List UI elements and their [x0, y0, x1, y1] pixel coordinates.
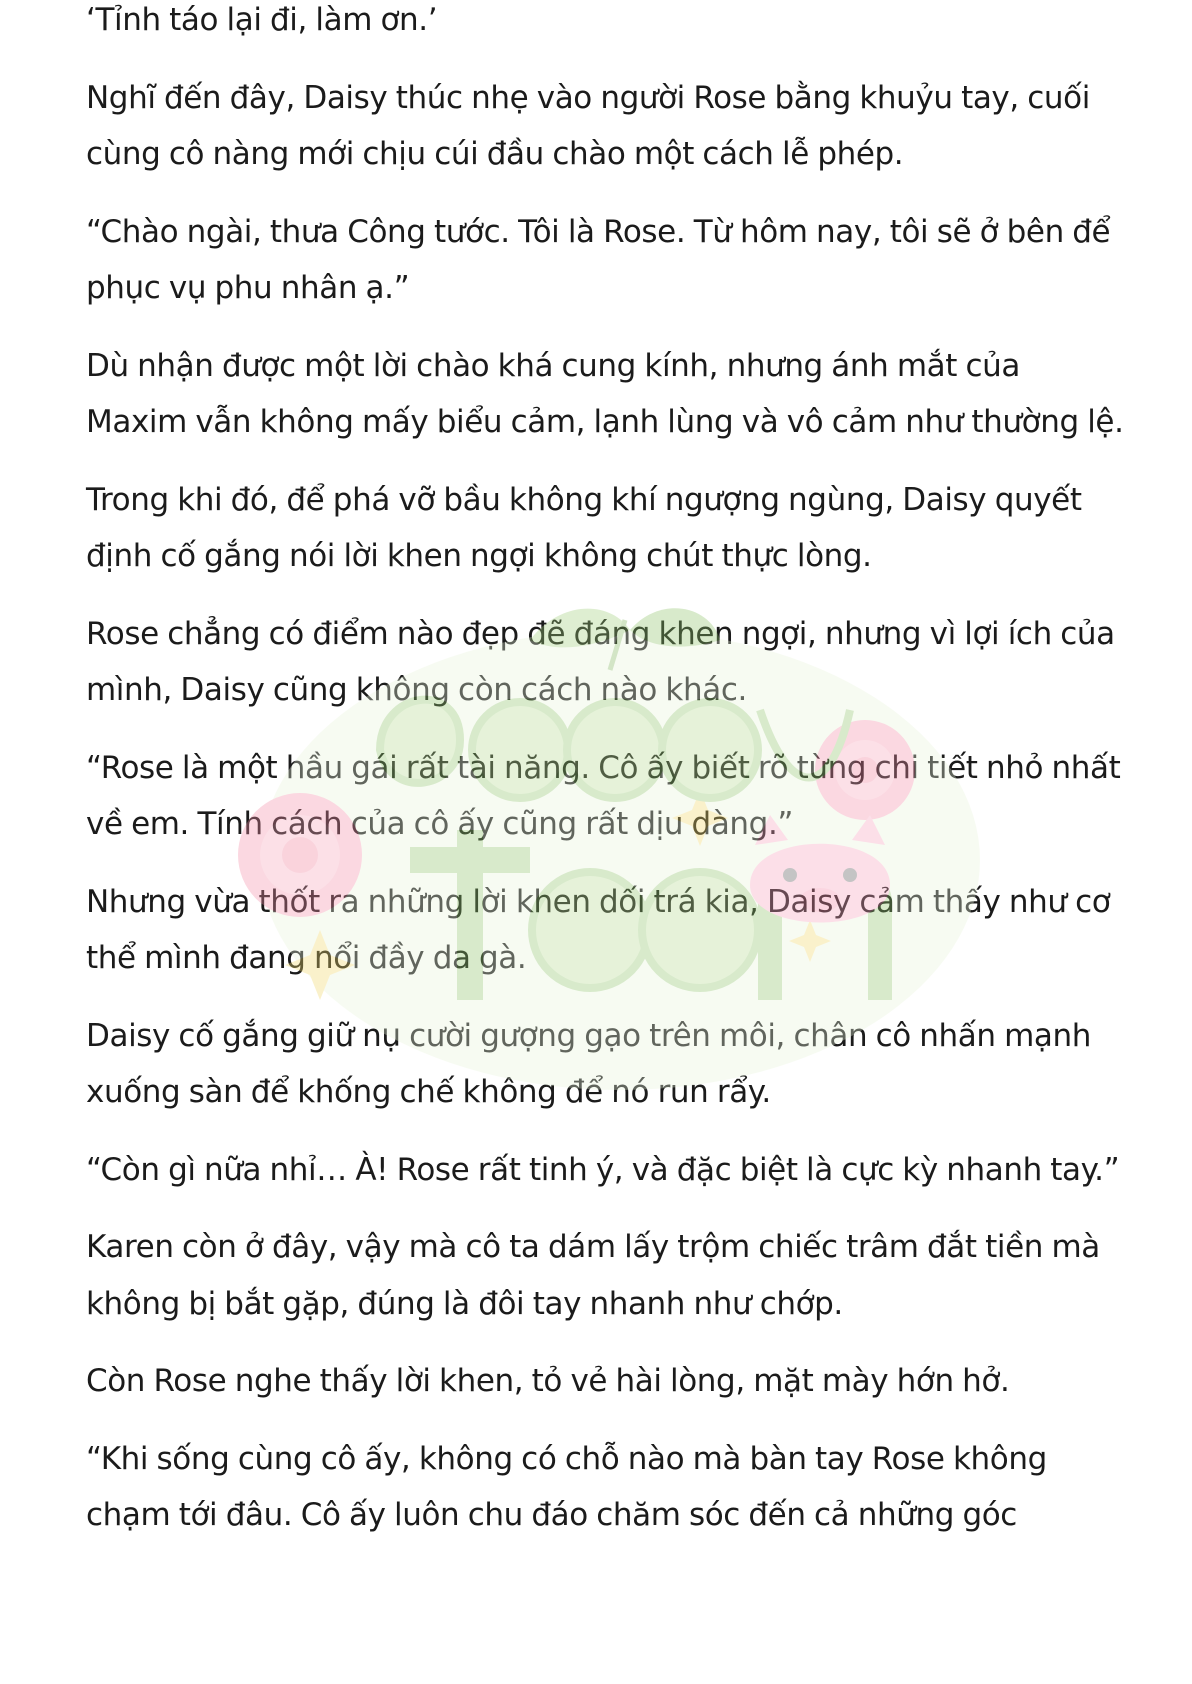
- paragraph-12: Còn Rose nghe thấy lời khen, tỏ vẻ hài lòng, mặt mày hớn hở.: [86, 1363, 1010, 1399]
- paragraph-4: Dù nhận được một lời chào khá cung kính, nhưng ánh mắt của Maxim vẫn không mấy biểu cảm, lạnh lùng và vô cảm như thường lệ.: [86, 347, 1124, 440]
- paragraph-7: “Rose là một hầu gái rất tài năng. Cô ấy biết rõ từng chi tiết nhỏ nhất về em. Tính cách của cô ấy cũng rất dịu dàng.”: [86, 749, 1121, 842]
- paragraph-1: ‘Tỉnh táo lại đi, làm ơn.’: [86, 2, 438, 38]
- paragraph-13: “Khi sống cùng cô ấy, không có chỗ nào mà bàn tay Rose không chạm tới đâu. Cô ấy luôn chu đáo chăm sóc đến cả những góc: [86, 1440, 1047, 1533]
- paragraph-10: “Còn gì nữa nhỉ… À! Rose rất tinh ý, và đặc biệt là cực kỳ nhanh tay.”: [86, 1151, 1120, 1188]
- paragraph-11: Karen còn ở đây, vậy mà cô ta dám lấy trộm chiếc trâm đắt tiền mà không bị bắt gặp, đúng là đôi tay nhanh như chớp.: [86, 1229, 1100, 1322]
- paragraph-8: Nhưng vừa thốt ra những lời khen dối trá kia, Daisy cảm thấy như cơ thể mình đang nổi đầy da gà.: [86, 883, 1111, 976]
- paragraph-3: “Chào ngài, thưa Công tước. Tôi là Rose. Từ hôm nay, tôi sẽ ở bên để phục vụ phu nhân ạ.”: [86, 213, 1111, 306]
- paragraph-9: Daisy cố gắng giữ nụ cười gượng gạo trên môi, chân cô nhấn mạnh xuống sàn để khống chế không để nó run rẩy.: [86, 1017, 1091, 1110]
- paragraph-5: Trong khi đó, để phá vỡ bầu không khí ngượng ngùng, Daisy quyết định cố gắng nói lời khen ngợi không chút thực lòng.: [86, 481, 1082, 574]
- paragraph-2: Nghĩ đến đây, Daisy thúc nhẹ vào người Rose bằng khuỷu tay, cuối cùng cô nàng mới chịu cúi đầu chào một cách lễ phép.: [86, 79, 1090, 172]
- document-body: [86, 0, 1126, 1565]
- paragraph-6: Rose chẳng có điểm nào đẹp đẽ đáng khen ngợi, nhưng vì lợi ích của mình, Daisy cũng không còn cách nào khác.: [86, 615, 1115, 708]
